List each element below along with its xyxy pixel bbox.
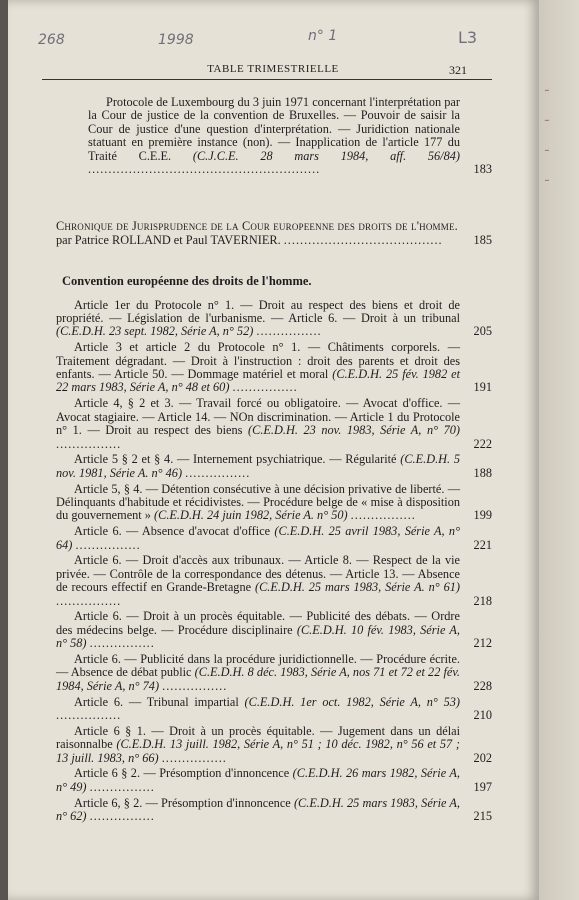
entry-citation: (C.E.D.H. 26 mars 1982, Série A, n° 49) bbox=[56, 766, 460, 794]
entry-citation: (C.E.D.H. 13 juill. 1982, Série A, n° 51 ; 10 déc. 1982, n° 56 et 57 ; 13 juill. 1983, n° 66) bbox=[56, 737, 460, 765]
entry-text: Article 6, § 2. — Présomption d'innoncence bbox=[74, 795, 294, 810]
entry-page: 191 bbox=[473, 380, 492, 395]
page-number: 321 bbox=[449, 63, 467, 77]
section-title: Convention européenne des droits de l'homme. bbox=[62, 274, 312, 289]
header-rule bbox=[42, 79, 492, 80]
entry-page: 228 bbox=[473, 678, 492, 693]
handwritten-issue: n° 1 bbox=[308, 28, 338, 44]
toc-entry: Article 6, § 2. — Présomption d'innoncence (C.E.D.H. 25 mars 1983, Série A, n° 62) ................ 215 bbox=[56, 795, 492, 823]
toc-entry: Article 6. — Tribunal impartial (C.E.D.H. 1er oct. 1982, Série A, n° 53) ................ 210 bbox=[56, 694, 492, 722]
entry-list bbox=[56, 299, 492, 824]
margin-mark: ـ bbox=[545, 140, 549, 155]
toc-entry: Article 6. — Droit d'accès aux tribunaux. — Article 8. — Respect de la vie privée. — Contrôle de la correspondance des détenus. — Article 13. — Absence de recours effectif en Grande-Bretagne (C.E.D.H. 25 mars 1983, Série A. n° 61) ................ 218 bbox=[56, 553, 492, 608]
entry-page: 202 bbox=[473, 750, 492, 765]
toc-entry: Article 6 § 2. — Présomption d'innoncence (C.E.D.H. 26 mars 1982, Série A, n° 49) ................ 197 bbox=[56, 766, 492, 794]
entry-text: Article 6. — Droit d'accès aux tribunaux. — Article 8. — Respect de la vie privée. — Contrôle de la correspondance des détenus. — Article 13. — Absence de recours effectif en Grande-Bretagne bbox=[56, 553, 460, 595]
toc-entry: Article 4, § 2 et 3. — Travail forcé ou obligatoire. — Avocat d'office. — Avocat stagiaire. — Article 14. — NOn discrimination. — Article 1 du Protocole n° 1. — Droit au respect des biens (C.E.D.H. 23 nov. 1983, Série A, n° 70) ................ 222 bbox=[56, 396, 492, 451]
toc-entry: Article 6. — Droit à un procès équitable. — Publicité des débats. — Ordre des médecins belge. — Procédure disciplinaire (C.E.D.H. 10 fév. 1983, Série A, n° 58) ................ 212 bbox=[56, 609, 492, 651]
entry-text: Article 6. — Publicité dans la procédure juridictionnelle. — Procédure écrite. — Absence de débat public bbox=[56, 651, 460, 680]
toc-entry: Article 1er du Protocole n° 1. — Droit au respect des biens et droit de propriété. — Législation de l'urbanisme. — Article 6. — Droit à un tribunal (C.E.D.H. 23 sept. 1982, Série A, n° 52) ................ 205 bbox=[56, 297, 492, 339]
entry-page: 205 bbox=[473, 324, 492, 339]
chronicle-title: Chronique de Jurisprudence de la Cour europeenne des droits de l'homme. bbox=[56, 219, 458, 234]
entry-citation: (C.E.D.H. 25 mars 1983, Série A. n° 61) bbox=[254, 580, 460, 595]
entry-page: 215 bbox=[473, 808, 492, 823]
handwritten-code: L3 bbox=[458, 28, 478, 47]
running-head: TABLE TRIMESTRIELLE bbox=[207, 63, 339, 75]
entry-text: Article 5 § 2 et § 4. — Internement psychiatrique. — Régularité bbox=[74, 452, 401, 467]
entry-page: 188 bbox=[473, 465, 492, 480]
toc-entry: Article 6. — Absence d'avocat d'office (C.E.D.H. 25 avril 1983, Série A, n° 64) ................ 221 bbox=[56, 524, 492, 552]
entry-text: Article 6. — Tribunal impartial bbox=[74, 694, 245, 709]
entry-page: 221 bbox=[473, 537, 492, 552]
entry-text: Article 6. — Droit à un procès équitable. — Publicité des débats. — Ordre des médecins belge. — Procédure disciplinaire bbox=[56, 609, 460, 637]
entry-page: 212 bbox=[473, 636, 492, 651]
entry-citation: (C.E.D.H. 8 déc. 1983, Série A, nos 71 et 72 et 22 fév. 1984, Série A, n° 74) bbox=[56, 665, 460, 693]
chronicle-page: 185 bbox=[473, 232, 492, 247]
entry-text: Article 5, § 4. — Détention consécutive à une décision privative de liberté. — Délinquants d'habitude et récidivistes. — Procédure belge de « mise à disposition du gouvernement » bbox=[56, 481, 460, 523]
entry-citation: (C.E.D.H. 25 fév. 1982 et 22 mars 1983, Série A, n° 48 et 60) bbox=[56, 367, 461, 395]
entry-citation: (C.E.D.H. 10 fév. 1983, Série A, n° 58) bbox=[56, 622, 461, 651]
entry-citation: (C.E.D.H. 23 sept. 1982, Série A, n° 52) bbox=[56, 324, 254, 339]
toc-entry: Article 6 § 1. — Droit à un procès équitable. — Jugement dans un délai raisonnalbe (C.E.D.H. 13 juill. 1982, Série A, n° 51 ; 10 déc. 1982, n° 56 et 57 ; 13 juill. 1983, n° 66) ................ 202 bbox=[56, 723, 492, 765]
adjacent-page-edge bbox=[539, 0, 579, 900]
toc-entry-luxembourg: Protocole de Luxembourg du 3 juin 1971 concernant l'interprétation par la Cour de justice de la convention de Bruxelles. — Pouvoir de saisir la Cour de justice d'une question d'interprétation. — Juridiction nationale statuant en première instance (non). — Inapplication de l'article 177 du Traité C.E.E. (C.J.C.E. 28 mars 1984, aff. 56/84) ......................................................... 183 bbox=[88, 95, 492, 177]
entry-citation: (C.E.D.H. 24 juin 1982, Série A. n° 50) bbox=[154, 508, 348, 523]
entry-page: 199 bbox=[473, 508, 492, 523]
entry-text: Article 3 et article 2 du Protocole n° 1. — Châtiments corporels. — Traitement dégradant. — Droit à l'instruction : droit des parents et droit des enfants. — Article 50. — Dommage matériel et moral bbox=[56, 340, 460, 382]
margin-mark: ـ bbox=[545, 170, 549, 185]
entry-citation: (C.E.D.H. 5 nov. 1981, Série A. n° 46) bbox=[56, 452, 461, 480]
chronicle-byline-row: par Patrice ROLLAND et Paul TAVERNIER. ....................................... 185 bbox=[56, 232, 492, 247]
entry-text: Article 6. — Absence d'avocat d'office bbox=[74, 524, 275, 539]
document-page bbox=[8, 0, 539, 900]
chronicle-byline: par Patrice ROLLAND et Paul TAVERNIER. bbox=[56, 232, 281, 247]
margin-mark: ـ bbox=[545, 110, 549, 125]
entry-citation: (C.E.D.H. 23 nov. 1983, Série A, n° 70) bbox=[248, 423, 460, 438]
toc-entry: Article 5 § 2 et § 4. — Internement psychiatrique. — Régularité (C.E.D.H. 5 nov. 1981, Série A. n° 46) ................ 188 bbox=[56, 452, 492, 480]
toc-entry: Article 6. — Publicité dans la procédure juridictionnelle. — Procédure écrite. — Absence de débat public (C.E.D.H. 8 déc. 1983, Série A, nos 71 et 72 et 22 fév. 1984, Série A, n° 74) ................ 228 bbox=[56, 651, 492, 693]
toc-entry: Article 5, § 4. — Détention consécutive à une décision privative de liberté. — Délinquants d'habitude et récidivistes. — Procédure belge de « mise à disposition du gouvernement » (C.E.D.H. 24 juin 1982, Série A. n° 50) ................ 199 bbox=[56, 481, 492, 523]
entry-citation: (C.E.D.H. 25 avril 1983, Série A, n° 64) bbox=[56, 524, 461, 552]
entry-citation: (C.J.C.E. 28 mars 1984, aff. 56/84) bbox=[192, 148, 460, 163]
entry-page: 222 bbox=[473, 436, 492, 451]
handwritten-year: 1998 bbox=[158, 32, 194, 48]
table-of-contents bbox=[56, 96, 492, 826]
entry-text: Article 1er du Protocole n° 1. — Droit au respect des biens et droit de propriété. — Législation de l'urbanisme. — Article 6. — Droit à un tribunal bbox=[56, 297, 460, 326]
entry-citation: (C.E.D.H. 1er oct. 1982, Série A, n° 53) bbox=[244, 694, 460, 709]
entry-page: 197 bbox=[473, 779, 492, 794]
entry-text: Article 6 § 2. — Présomption d'innoncence bbox=[74, 766, 293, 781]
entry-citation: (C.E.D.H. 25 mars 1983, Série A, n° 62) bbox=[56, 795, 461, 823]
entry-page: 183 bbox=[473, 162, 492, 177]
entry-text: Article 6 § 1. — Droit à un procès équitable. — Jugement dans un délai raisonnalbe bbox=[56, 723, 460, 752]
entry-page: 218 bbox=[473, 593, 492, 608]
entry-text: Article 4, § 2 et 3. — Travail forcé ou obligatoire. — Avocat d'office. — Avocat stagiaire. — Article 14. — NOn discrimination. — Article 1 du Protocole n° 1. — Droit au respect des biens bbox=[56, 396, 460, 438]
toc-entry: Article 3 et article 2 du Protocole n° 1. — Châtiments corporels. — Traitement dégradant. — Droit à l'instruction : droit des parents et droit des enfants. — Article 50. — Dommage matériel et moral (C.E.D.H. 25 fév. 1982 et 22 mars 1983, Série A, n° 48 et 60) ................ 191 bbox=[56, 340, 492, 395]
entry-page: 210 bbox=[473, 707, 492, 722]
entry-text: Protocole de Luxembourg du 3 juin 1971 concernant l'interprétation par la Cour de justice de la convention de Bruxelles. — Pouvoir de saisir la Cour de justice d'une question d'interprétation. — Juridiction nationale statuant en première instance (non). — Inapplication de l'article 177 du Traité C.E.E. bbox=[88, 95, 460, 163]
margin-mark: ـ bbox=[545, 80, 549, 95]
handwritten-number: 268 bbox=[38, 32, 65, 48]
